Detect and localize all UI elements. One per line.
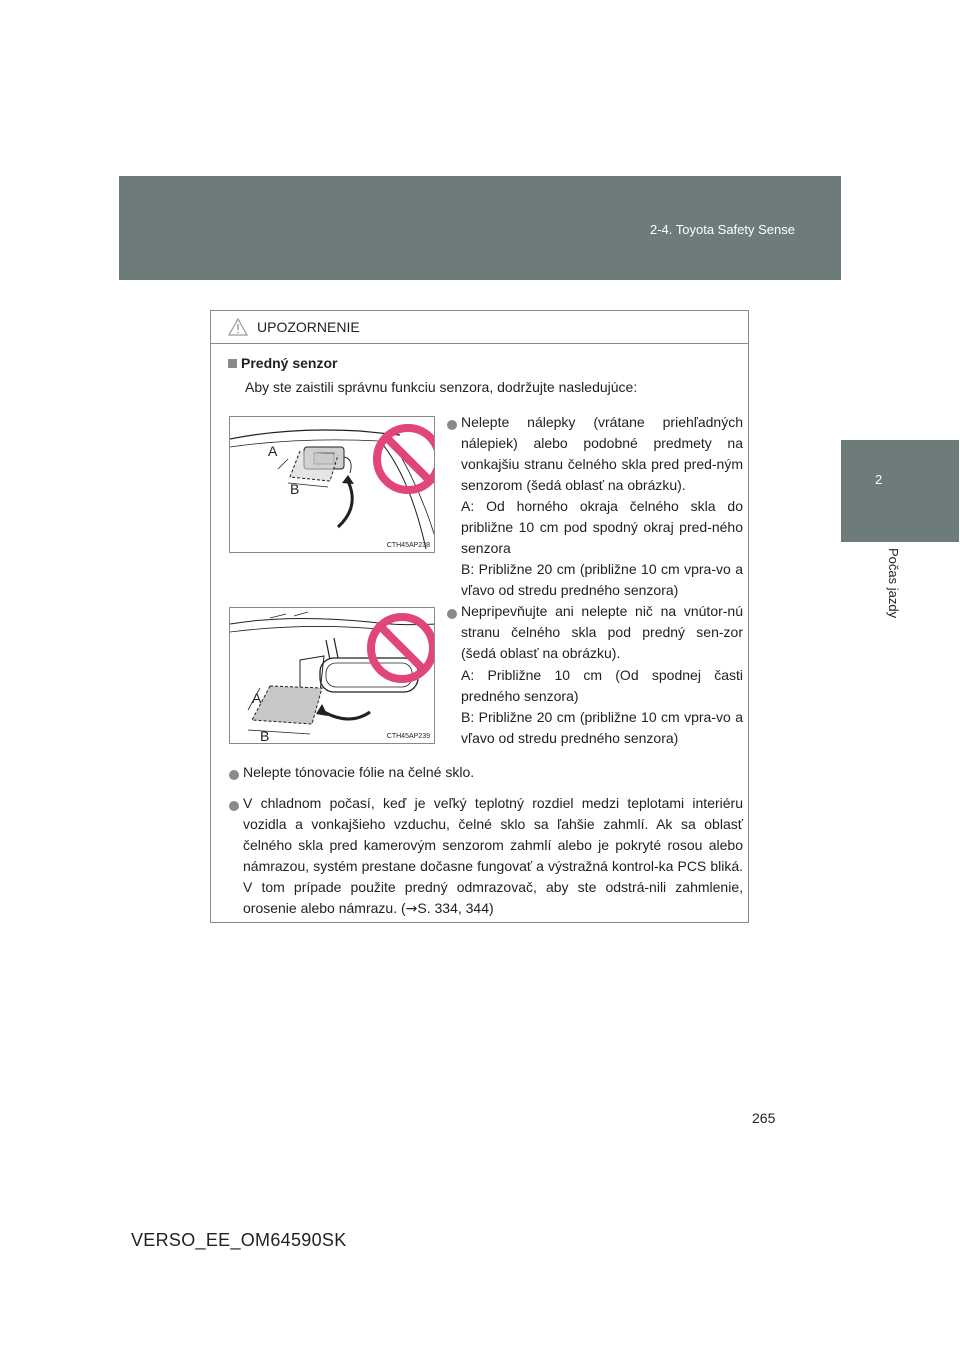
bullet-icon — [229, 770, 239, 780]
bullet-text: Nelepte nálepky (vrátane priehľadných nálepiek) alebo podobné predmety na vonkajšiu stranu čelného skla pred pred-ným senzorom (šedá oblasť na obrázku). — [461, 414, 743, 493]
figure-label-b: B — [260, 728, 270, 744]
warning-box — [210, 310, 749, 923]
windshield-exterior-illustration — [230, 417, 435, 553]
figure-label-a: A — [252, 690, 262, 706]
bullet-icon — [447, 609, 457, 619]
page-reference[interactable]: S. 334, 344) — [417, 900, 494, 916]
bullet-text: Nelepte tónovacie fólie na čelné sklo. — [243, 764, 475, 780]
figure-label-b: B — [290, 481, 300, 497]
figure-code: CTH45AP238 — [386, 542, 430, 549]
definition-a: A: Od horného okraja čelného skla do približne 10 cm pod spodný okraj pred-ného senzora — [461, 498, 743, 556]
figure-interior-windshield — [229, 607, 435, 744]
chapter-number: 2 — [875, 472, 883, 487]
page-number: 265 — [752, 1110, 776, 1126]
bullet-text: Nepripevňujte ani nelepte nič na vnútor-nú stranu čelného skla pod predný sen-zor (šedá oblasť na obrázku). — [461, 603, 743, 661]
bullet-icon — [229, 801, 239, 811]
warning-triangle-icon — [228, 318, 248, 336]
bullet-text-long: V chladnom počasí, keď je veľký teplotný rozdiel medzi teplotami interiéru vozidla a vonkajšieho vzduchu, čelné sklo sa ľahšie zahmlí. Ak sa oblasť čelného skla pred kamerovým senzorom zahmlí alebo je pokryté rosou alebo námrazou, systém prestane dočasne fungovať a výstražná kontrol-ka PCS bliká. V tom prípade použite predný odmrazovač, aby ste odstrá-nili zahmlenie, orosenie alebo námrazu. (→S. 334, 344) — [243, 795, 743, 917]
arrow-right-icon: → — [405, 901, 418, 917]
figure-exterior-windshield — [229, 416, 435, 553]
warning-header — [211, 311, 748, 344]
intro-text: Aby ste zaistili správnu funkciu senzora, dodržujte nasledujúce: — [245, 379, 638, 395]
figure-code: CTH45AP239 — [386, 733, 430, 740]
bullet-icon — [447, 420, 457, 430]
chapter-label-tab — [885, 548, 915, 688]
definition-b: B: Približne 20 cm (približne 10 cm vpra-vo a vľavo od stredu predného senzora) — [461, 561, 743, 598]
subsection-title: Predný senzor — [228, 355, 337, 371]
figure-label-a: A — [268, 443, 278, 459]
definition-b: B: Približne 20 cm (približne 10 cm vpra-vo a vľavo od stredu predného senzora) — [461, 709, 743, 746]
chapter-tab — [841, 440, 959, 542]
square-bullet-icon — [228, 359, 237, 368]
header-band — [119, 176, 841, 280]
section-title: 2-4. Toyota Safety Sense — [649, 222, 795, 237]
chapter-label: Počas jazdy — [886, 548, 901, 619]
warning-label: UPOZORNENIE — [257, 319, 360, 335]
document-code: VERSO_EE_OM64590SK — [131, 1230, 347, 1250]
definition-a: A: Približne 10 cm (Od spodnej časti predného senzora) — [461, 667, 743, 704]
windshield-interior-illustration — [230, 608, 435, 744]
